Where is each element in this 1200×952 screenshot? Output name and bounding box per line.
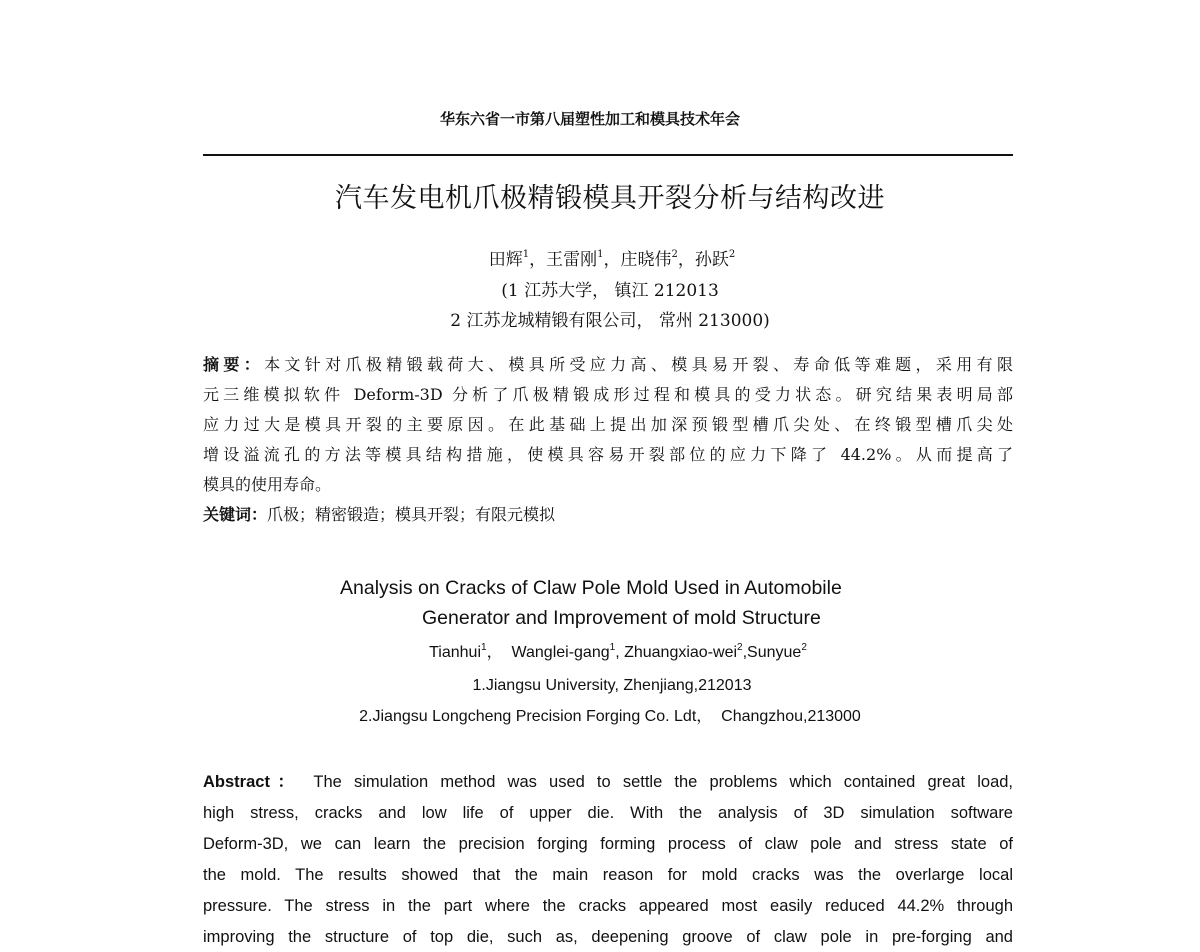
cn-abstract-line [203,357,1013,373]
en-author: Sunyue [747,644,802,661]
cn-abstract-text: 本文针对爪极精锻载荷大、模具所受应力高、模具易开裂、寿命低等难题，采用有限 [264,355,1013,374]
cn-abstract-line: 元三维模拟软件 Deform-3D 分析了爪极精锻成形过程和模具的受力状态。研究结果表明局部 [203,385,1013,404]
cn-author-sup: 2 [728,249,736,260]
en-author: Tianhui [429,644,482,661]
en-abstract-line [203,774,1013,791]
en-author-sup: 2 [737,642,743,653]
en-authors [18,642,1200,661]
cn-abstract-label: 摘要： [203,355,265,374]
cn-affiliation-1: (1 江苏大学， 镇江 212013 [501,281,719,301]
en-title-line-1: Analysis on Cracks of Claw Pole Mold Used in Automobile [340,577,842,599]
cn-author: 王雷刚 [546,250,598,270]
en-author-sep: ， [486,644,512,661]
cn-keywords [203,507,1013,523]
en-abstract-text: The simulation method was used to settle the problems which contained great load, [313,773,1014,791]
cn-author-sup: 1 [522,249,530,260]
en-abstract-line: the mold. The results showed that the main reason for mold cracks was the overlarge local [203,866,1013,884]
cn-keywords-label: 关键词： [203,505,268,524]
en-abstract-line: high stress, cracks and low life of upper die. With the analysis of 3D simulation software [203,804,1013,822]
en-abstract-line: Deform-3D, we can learn the precision forging forming process of claw pole and stress state of [203,835,1013,853]
cn-author-sup: 2 [671,249,678,260]
cn-abstract-line: 模具的使用寿命。 [203,475,332,494]
en-affiliation-1: 1.Jiangsu University, Zhenjiang,212013 [472,677,752,694]
cn-abstract-line: 增设溢流孔的方法等模具结构措施，使模具容易开裂部位的应力下降了 44.2%。从而提高了 [203,445,1013,464]
conference-header: 华东六省一市第八届塑性加工和模具技术年会 [439,110,740,128]
en-title-line-2: Generator and Improvement of mold Structure [422,607,821,629]
en-abstract-line: pressure. The stress in the part where the cracks appeared most easily reduced 44.2% through [203,897,1013,915]
en-author-sep: , [615,644,625,661]
cn-abstract-line: 应力过大是模具开裂的主要原因。在此基础上提出加深预锻型槽爪尖处、在终锻型槽爪尖处 [203,415,1013,434]
en-author-sup: 1 [609,642,616,653]
cn-affiliation-2: 2 江苏龙城精锻有限公司， 常州 213000) [450,311,770,331]
cn-author-sup: 1 [597,249,604,260]
en-author-sep: , [742,644,748,661]
cn-author: 田辉 [488,250,523,270]
cn-authors: 田辉$^1$，王雷刚$^1$，庄晓伟$^2$，孙跃$^2$ [488,249,736,270]
en-author: Wanglei-gang [511,644,610,661]
cn-author: 孙跃 [694,250,729,270]
en-abstract-line: improving the structure of top die, such as, deepening groove of claw pole in pre-forging and [203,928,1013,946]
cn-keywords-text: 爪极；精密锻造；模具开裂；有限元模拟 [267,505,556,524]
cn-author: 庄晓伟 [620,250,672,270]
cn-title: 汽车发电机爪极精锻模具开裂分析与结构改进 [335,183,885,214]
en-affiliation-2: 2.Jiangsu Longcheng Precision Forging Co. Ldt， Changzhou,213000 [359,708,861,725]
en-abstract-label: Abstract： [203,773,302,791]
header-rule [203,154,1013,156]
en-author-sup: 2 [801,642,807,653]
en-author: Zhuangxiao-wei [624,644,738,661]
en-author-sup: 1 [481,642,487,653]
